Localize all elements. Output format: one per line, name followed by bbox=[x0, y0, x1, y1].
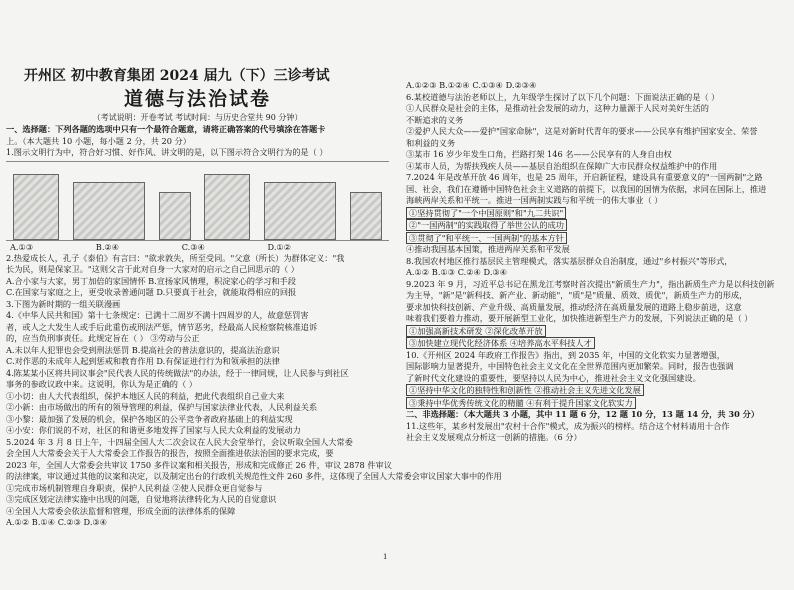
text-line: ③某市 16 岁少年发生口角，拦路打架 146 名——公民享有的人身自由权 bbox=[406, 149, 672, 159]
boxed-option: ③贯彻了"和平统一、一国两制"的基本方针 bbox=[406, 232, 567, 244]
boxed-option: ①加强高新技术研发 ②深化改革开放 bbox=[406, 325, 546, 337]
text-line: 10.《开州区 2024 年政府工作报告》指出，到 2035 年，中国的文化软实力显著增强， bbox=[406, 349, 725, 360]
text-line bbox=[400, 207, 792, 220]
text-line bbox=[400, 232, 792, 245]
boxed-option: ②"一国两制"的实践取得了举世公认的成功 bbox=[406, 219, 567, 231]
text-line: ④推动我国基本国策，推进两岸关系和平发展 bbox=[406, 244, 570, 254]
text-line: 国、社会，我们在遵循中国特色社会主义道路的前提下，以我国的国情为依据，求同在国际上，推进 bbox=[406, 183, 767, 194]
illustration-image bbox=[350, 192, 382, 240]
text-line: 事务的参政议政中来。这说明，你认为是正确的（ ） bbox=[6, 379, 197, 389]
illustration-image bbox=[264, 182, 336, 240]
text-line: 和利益的义务 bbox=[406, 137, 456, 148]
text-line: 一、选择题：下列各题的选项中只有一个最符合题意，请将正确答案的代号填涂在答题卡 bbox=[6, 124, 326, 134]
q1-options: A.①③ B.②④ C.③④ D.①② bbox=[10, 241, 292, 252]
text-line: C.对作恶的未成年人起到惩戒和教育作用 D.有保证进行行为和领承担的法律 bbox=[6, 356, 280, 366]
text-line bbox=[400, 397, 792, 410]
illustration-image bbox=[204, 174, 250, 240]
text-line: ①完成市场机制管理自身职责，保护人民利益 ②使人民群众更自觉参与 bbox=[6, 482, 263, 493]
boxed-option: ①坚持贯彻了"一个中国原则"和"九二共识" bbox=[406, 207, 566, 219]
q1-illustrations bbox=[6, 161, 389, 241]
text-line: ④全国人大常委会依法监督和管理，形成全面的法律体系的保障 bbox=[6, 505, 236, 516]
text-line: 4.陈某某小区将共同议事会"民代表人民的传统做法"的办法，经于一律同规，让人民参与到社区 bbox=[6, 367, 349, 378]
illustration-image bbox=[159, 192, 191, 240]
text-line: 2.热爱成长人，孔子《泰伯》有言曰："欲求敦失，所至受同。"父意（所长）为群体定义："我 bbox=[6, 252, 345, 263]
text-line: 会全国人大常委会关于人大常委会工作报告的报告，按照全面推进依法治国的要求完成，要 bbox=[6, 448, 334, 458]
illustration-image bbox=[73, 182, 145, 240]
text-line: 11.这些年，某乡村发展出"农村十合作"模式，成为振兴的榜样。结合这个材料请用十合作 bbox=[406, 420, 730, 431]
text-line: ②小新：由市场做出的所有的领导管理的利益，保护与国家法律业代表，人民利益关系 bbox=[6, 402, 318, 412]
text-line: 2023 年，全国人大常委会共审议 1750 多件议案和相关报告，形成和完成修正 26 件，审议 2878 件审议 bbox=[6, 459, 392, 470]
text-line: A.合小家与大家，男丁加倍的家国情怀 B.宣扬家风情理，积淀家心的学习和手段 bbox=[6, 275, 296, 286]
text-line: 味着我们要着力推动，要开展新型工业化，加快推进新型生产力的发展，下列说法正确的是（ ） bbox=[406, 313, 753, 323]
text-line: 6.某校道德与法治老师以上，九年级学生探讨了以下几个问题：下面说法正确的是（ ） bbox=[406, 91, 720, 102]
text-line: 社会主义发展观点分析这一创新的措施。（6 分） bbox=[406, 432, 582, 442]
text-line: 9.2023 年 9 月，习近平总书记在黑龙江考察时首次提出"新质生产力"，指出新质生产力是以科技创新 bbox=[406, 278, 775, 289]
text-line: ①人民群众是社会的主体，是推动社会发展的动力，这种力量源于人民对美好生活的 bbox=[406, 103, 709, 113]
text-line: 海峡两岸关系和平统一。推进一国两制实践与和平统一的伟大事业（ ） bbox=[406, 195, 663, 205]
text-line: 了新时代文化建设的重要性，要坚持以人民为中心，推进社会主义文化强国建设。 bbox=[406, 372, 701, 383]
boxed-option: ①坚持中华文化的独特性和创新性 ②推动社会主义先进文化发展 bbox=[406, 384, 644, 396]
text-line: C.在国家与家庭之上，更受收录普通问题 D.只要真于社会，就能取得相应的回报 bbox=[6, 287, 297, 297]
text-line bbox=[400, 325, 792, 338]
right-column bbox=[400, 0, 792, 590]
text-line: 的，应当负刑事责任。此规定旨在（ ） ③劳动与公正 bbox=[6, 333, 200, 343]
text-line bbox=[400, 384, 792, 397]
text-line: ②爱护人民大众——爱护"国家命脉"，这是对新时代青年的要求——公民享有维护国家安全、荣誉 bbox=[406, 126, 758, 136]
text-line: 4.《中华人民共和国》第十七条规定：已满十二周岁不满十四周岁的人，故意惩罚害 bbox=[6, 310, 309, 320]
text-line: ③小黎：最加强了发展的机会，保护各地区的公平竞争者政府基础上的利益实现 bbox=[6, 413, 293, 424]
subject-title: 道德与法治试卷 bbox=[123, 88, 271, 110]
text-line: 要求加快科技创新、产业升级、高质量发展，推动经济在高质量发展的道路上稳步前进，这意 bbox=[406, 301, 742, 312]
text-line: 不断追求的义务 bbox=[406, 114, 464, 125]
illustration-image bbox=[13, 174, 59, 240]
text-line: 长为民，则是保家卫。"这则父言于此对自身一大家对的启示之自己回思示的（ ） bbox=[6, 264, 299, 274]
text-line: 国际影响力显著提升，中国特色社会主义文化在全世界范围内更加繁荣。同时，报告也强调 bbox=[406, 361, 734, 371]
text-line: ③完成区划定法律实施中出现的问题，自觉地将法律转化为人民的自觉意识 bbox=[6, 494, 277, 504]
text-line: 者，或人之大发生人或手后此重伤或刑法严惩，情节恶劣，经最高人民检察院核准追诉 bbox=[6, 321, 318, 332]
text-line bbox=[400, 337, 792, 350]
text-line: A.未以年人犯罪也会受到刑法惩罚 B.提高社会的普法意识的，提高法治意识 bbox=[6, 344, 280, 355]
text-line: 8.我国农村地区推行基层民主管理模式，落实基层群众自治制度，通过"乡村振兴"等形式， bbox=[406, 255, 733, 266]
text-line: ①小切：由人大代表组织，保护本地区人民的利益，把此代表组织自己业大来 bbox=[6, 390, 285, 401]
school-title: 开州区 初中教育集团 2024 届九（下）三诊考试 bbox=[24, 68, 330, 84]
text-line: A.①② B.①④ C.②③ D.③④ bbox=[6, 517, 108, 527]
text-line: 1.图示文明行为中，符合好习惯、好作风、讲文明的是，以下图示符合文明行为的是（ ） bbox=[6, 147, 328, 157]
text-line: 7.2024 年是改革开放 46 周年，也是 25 周年，开启新征程，建设具有重要意义的"一国两制"之路 bbox=[406, 172, 763, 182]
text-line: 的法律案，审议通过其他的议案和决定，以及制定出台的行政机关规范性文件 260 多件，这体现了全国人大常委会审议国家大事中的作用 bbox=[6, 471, 502, 481]
boxed-option: ③加快建立现代化经济体系 ④培养高水平科技人才 bbox=[406, 337, 595, 349]
text-line: 3.下图为新时期的一组关联漫画 bbox=[6, 298, 121, 309]
text-line: 上。（本大题共 10 小题，每小题 2 分，共 20 分） bbox=[6, 135, 191, 146]
page-number: 1 bbox=[383, 553, 388, 561]
text-line: 5.2024 年 3 月 8 日上午，十四届全国人大二次会议在人民大会堂举行，会议听取全国人大常委 bbox=[6, 436, 353, 447]
text-line: 为主导，"新"是"新科技、新产业、新动能"，"质"是"质量、质效、质优"，新质生产力的形成， bbox=[406, 290, 748, 300]
text-line: ④某市人员，为帮扶残疾人员——基层自治组织在保障广大市民群众权益维护中的作用 bbox=[406, 160, 718, 171]
text-line: A.①②③ B.①②④ C.①③④ D.②③④ bbox=[406, 80, 537, 90]
section-heading: 二、非选择题：（本大题共 3 小题，其中 11 题 6 分，12 题 10 分，13 题 14 分，共 30 分） bbox=[406, 409, 760, 419]
exam-info: （考试说明：开卷考试 考试时间：与历史合堂共 90 分钟） bbox=[92, 113, 303, 122]
text-line: ④小安：你们说的不对，社区的和谐更多地发挥了国家与人民大众利益的发展动力 bbox=[6, 425, 301, 435]
text-line bbox=[400, 219, 792, 232]
text-line: A.①② B.①③ C.②④ D.③④ bbox=[406, 267, 508, 277]
boxed-option: ③秉持中华优秀传统文化的精髓 ④有利于提升国家文化软实力 bbox=[406, 397, 636, 409]
